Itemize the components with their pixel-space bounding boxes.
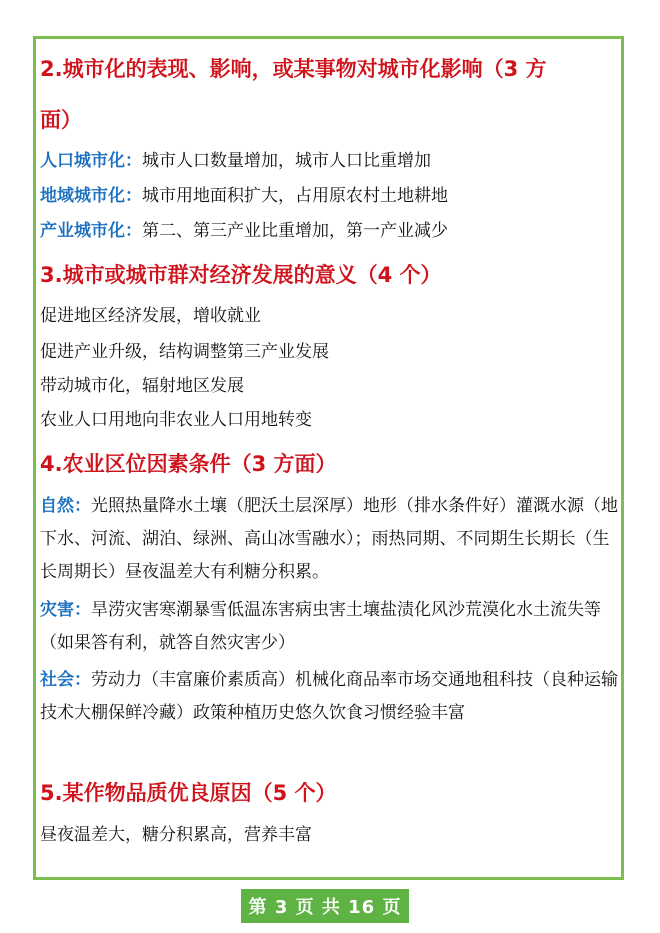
s2-label-industry: 产业城市化： bbox=[40, 221, 142, 241]
s2-text-population: 城市人口数量增加，城市人口比重增加 bbox=[142, 151, 431, 171]
s4-nature-label: 自然： bbox=[40, 496, 91, 516]
s2-text-industry: 第二、第三产业比重增加，第一产业减少 bbox=[142, 221, 448, 241]
s2-row-industry bbox=[40, 219, 448, 243]
section-2-heading-line1: 2.城市化的表现、影响，或某事物对城市化影响（3 方 bbox=[40, 57, 547, 81]
section-3-heading: 3.城市或城市群对经济发展的意义（4 个） bbox=[40, 263, 442, 287]
page-number-badge: 第 3 页 共 16 页 bbox=[241, 889, 409, 923]
s2-row-population bbox=[40, 149, 431, 173]
s4-disaster-label: 灾害： bbox=[40, 600, 91, 620]
s4-social-label: 社会： bbox=[40, 670, 91, 690]
s2-label-land: 地域城市化： bbox=[40, 186, 142, 206]
s4-social-paragraph bbox=[40, 664, 620, 730]
section-4-heading: 4.农业区位因素条件（3 方面） bbox=[40, 452, 337, 476]
s4-social-text: 劳动力（丰富廉价素质高）机械化商品率市场交通地租科技（良种运输技术大棚保鲜冷藏）政策种植历史悠久饮食习惯经验丰富 bbox=[40, 670, 618, 723]
s5-item-1: 昼夜温差大，糖分积累高，营养丰富 bbox=[40, 825, 312, 845]
s4-nature-paragraph bbox=[40, 490, 620, 589]
s4-nature-text: 光照热量降水土壤（肥沃土层深厚）地形（排水条件好）灌溉水源（地下水、河流、湖泊、绿洲、高山冰雪融水）；雨热同期、不同期生长期长（生长周期长）昼夜温差大有利糖分积累。 bbox=[40, 496, 618, 582]
section-5-heading: 5.某作物品质优良原因（5 个） bbox=[40, 781, 337, 805]
s3-item-1: 促进地区经济发展，增收就业 bbox=[40, 306, 261, 326]
s2-text-land: 城市用地面积扩大，占用原农村土地耕地 bbox=[142, 186, 448, 206]
s2-row-land bbox=[40, 184, 448, 208]
s3-item-2: 促进产业升级，结构调整第三产业发展 bbox=[40, 342, 329, 362]
s2-label-population: 人口城市化： bbox=[40, 151, 142, 171]
s4-disaster-text: 旱涝灾害寒潮暴雪低温冻害病虫害土壤盐渍化风沙荒漠化水土流失等（如果答有利，就答自然灾害少） bbox=[40, 600, 601, 653]
s3-item-3: 带动城市化，辐射地区发展 bbox=[40, 376, 244, 396]
s3-item-4: 农业人口用地向非农业人口用地转变 bbox=[40, 410, 312, 430]
section-2-heading-line2: 面） bbox=[40, 108, 82, 132]
s4-disaster-paragraph bbox=[40, 594, 620, 660]
